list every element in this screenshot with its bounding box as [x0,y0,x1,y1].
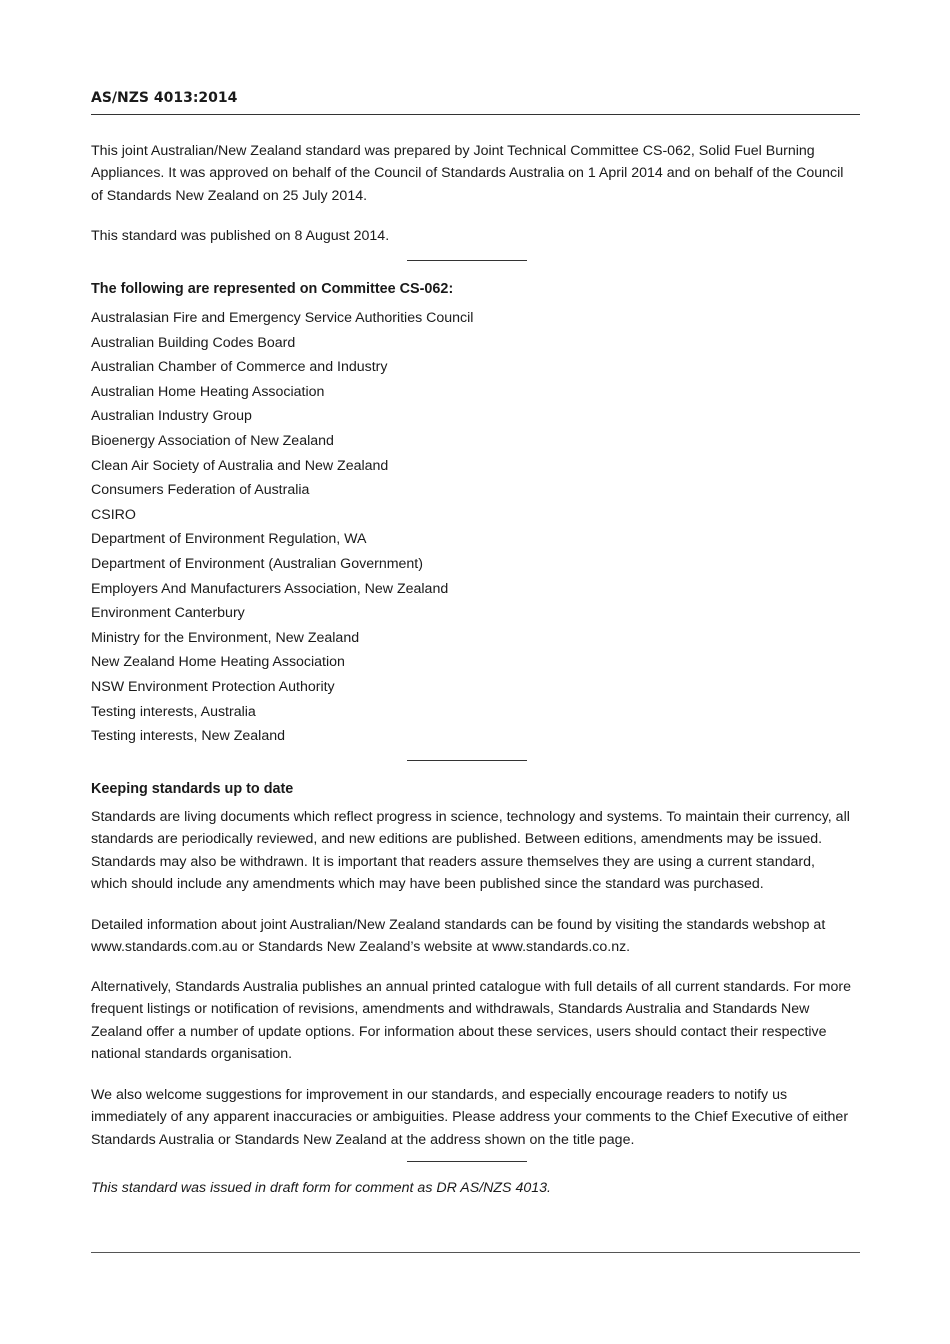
webshop-paragraph: Detailed information about joint Australian/New Zealand standards can be found by visiting the standards webshop at www.standards.com.au or Standards New Zealand’s website at www.standards.co.nz. [91,917,826,956]
committee-member: Consumers Federation of Australia [91,482,310,499]
committee-member: CSIRO [91,506,136,523]
catalogue-paragraph: Alternatively, Standards Australia publishes an annual printed catalogue with full details of all current standards. For more frequent listings or notification of revisions, amendments and withdrawals, Standards Australia and Standards New Zealand offer a number of update options. For information about these services, users should contact their respective national standards organisation. [91,979,851,1063]
committee-member: Testing interests, New Zealand [91,728,285,745]
committee-member: Testing interests, Australia [91,703,256,720]
committee-member: Australasian Fire and Emergency Service Authorities Council [91,310,474,326]
committee-heading: The following are represented on Committee CS-062: [91,281,454,297]
keeping-up-to-date-heading: Keeping standards up to date [91,781,294,797]
section-divider [407,260,527,261]
committee-member: NSW Environment Protection Authority [91,678,335,695]
committee-member: Australian Industry Group [91,408,252,425]
intro-paragraph: This joint Australian/New Zealand standard was prepared by Joint Technical Committee CS-062, Solid Fuel Burning Appliances. It was approved on behalf of the Council of Standards Australia on 1 April 2014 and on behalf of the Council of Standards New Zealand on 25 July 2014. [91,143,844,204]
committee-member: Australian Chamber of Commerce and Industry [91,359,388,376]
committee-member: Clean Air Society of Australia and New Zealand [91,457,389,474]
committee-member: Bioenergy Association of New Zealand [91,432,334,449]
committee-member: Australian Building Codes Board [91,334,296,351]
document-code: AS/NZS 4013:2014 [91,90,238,106]
suggestions-paragraph: We also welcome suggestions for improvement in our standards, and especially encourage readers to notify us immediately of any apparent inaccuracies or ambiguities. Please address your comments to the Chief Executive of either Standards Australia or Standards New Zealand at the address shown on the title page. [91,1087,849,1148]
committee-member: New Zealand Home Heating Association [91,654,345,671]
committee-member: Environment Canterbury [91,605,245,622]
committee-member: Department of Environment Regulation, WA [91,531,367,548]
living-documents-paragraph: Standards are living documents which reflect progress in science, technology and systems. To maintain their currency, all standards are periodically reviewed, and new editions are published. Between editions, amendments may be issued. Standards may also be withdrawn. It is important that readers assure themselves they are using a current standard, which should include any amendments which may have been published since the standard was purchased. [91,809,850,893]
footer-rule [91,1252,860,1253]
section-divider [407,760,527,761]
committee-member-list [91,307,473,750]
draft-note: This standard was issued in draft form for comment as DR AS/NZS 4013. [91,1180,551,1196]
publication-date-paragraph: This standard was published on 8 August 2014. [91,228,390,244]
committee-member: Department of Environment (Australian Government) [91,555,423,572]
header-rule [91,114,860,115]
committee-member: Australian Home Heating Association [91,383,325,400]
committee-member: Employers And Manufacturers Association, New Zealand [91,580,449,597]
section-divider [407,1161,527,1162]
committee-member: Ministry for the Environment, New Zealand [91,629,360,646]
